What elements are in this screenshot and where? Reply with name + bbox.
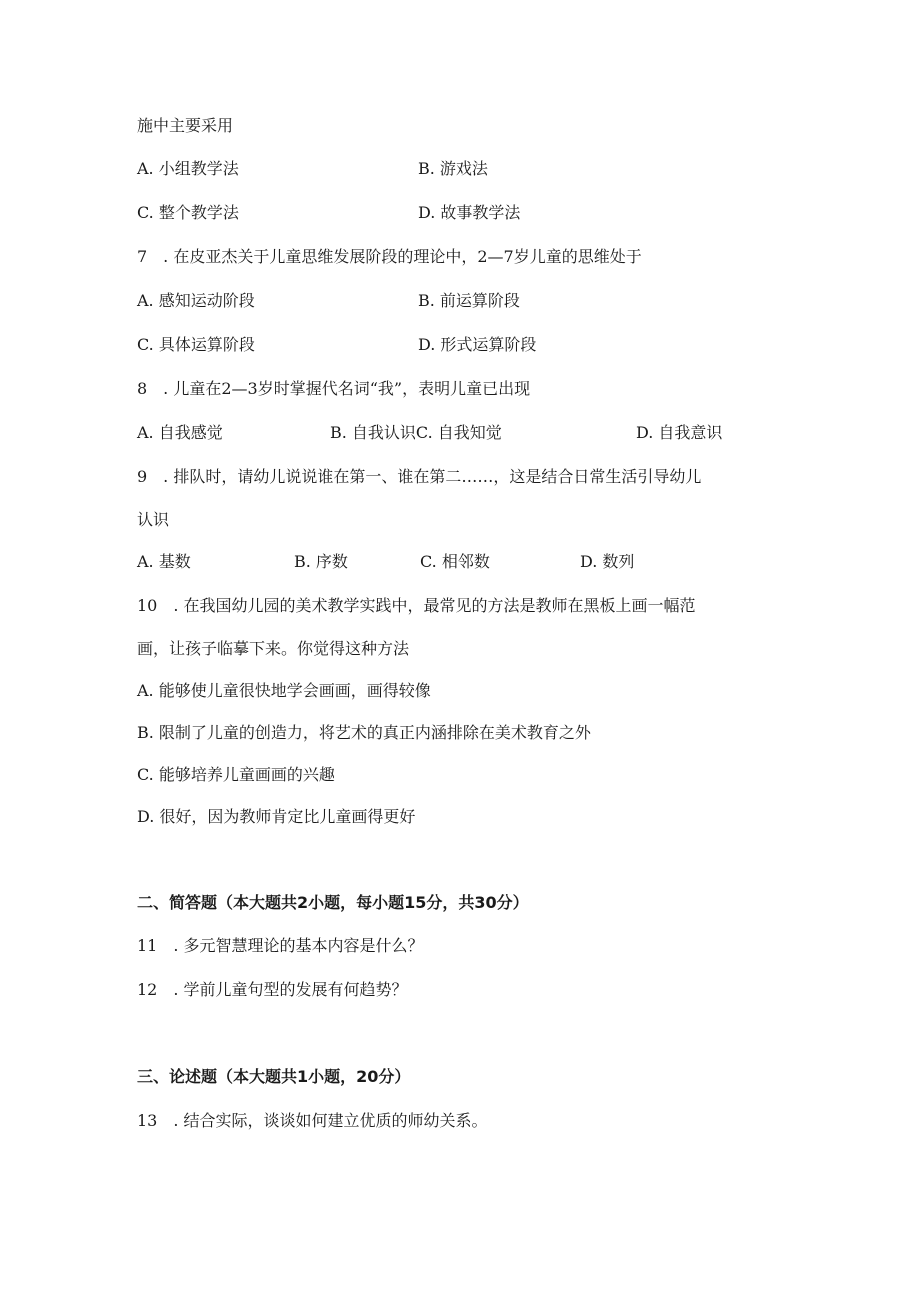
question-13: 13 . 结合实际，谈谈如何建立优质的师幼关系。 — [137, 1111, 488, 1130]
q7-option-a: A. 感知运动阶段 — [137, 291, 255, 310]
q9-option-b: B. 序数 — [294, 552, 348, 571]
q7-option-c: C. 具体运算阶段 — [137, 335, 255, 354]
q10-option-d: D. 很好，因为教师肯定比儿童画得更好 — [137, 807, 416, 826]
question-6-tail: 施中主要采用 — [137, 116, 234, 135]
question-10-line2: 画，让孩子临摹下来。你觉得这种方法 — [137, 639, 410, 658]
question-9-line2: 认识 — [137, 510, 170, 529]
q7-option-d: D. 形式运算阶段 — [418, 335, 537, 354]
q6-option-b: B. 游戏法 — [418, 159, 488, 178]
section-2-heading: 二、简答题（本大题共2小题，每小题15分，共30分） — [137, 893, 529, 912]
q8-option-d: D. 自我意识 — [636, 423, 723, 442]
question-7: 7 . 在皮亚杰关于儿童思维发展阶段的理论中，2—7岁儿童的思维处于 — [137, 247, 642, 266]
q6-option-d: D. 故事教学法 — [418, 203, 521, 222]
question-8: 8 . 儿童在2—3岁时掌握代名词“我”，表明儿童已出现 — [137, 379, 531, 398]
q7-option-b: B. 前运算阶段 — [418, 291, 520, 310]
question-9-line1: 9 . 排队时，请幼儿说说谁在第一、谁在第二……，这是结合日常生活引导幼儿 — [137, 467, 702, 486]
q6-option-a: A. 小组教学法 — [137, 159, 239, 178]
question-11: 11 . 多元智慧理论的基本内容是什么？ — [137, 936, 424, 955]
q8-option-a: A. 自我感觉 — [137, 423, 223, 442]
q10-option-b: B. 限制了儿童的创造力，将艺术的真正内涵排除在美术教育之外 — [137, 723, 591, 742]
q9-option-d: D. 数列 — [580, 552, 635, 571]
section-3-heading: 三、论述题（本大题共1小题，20分） — [137, 1067, 411, 1086]
q10-option-a: A. 能够使儿童很快地学会画画，画得较像 — [137, 681, 431, 700]
q8-option-bc: B. 自我认识C. 自我知觉 — [330, 423, 502, 442]
q10-option-c: C. 能够培养儿童画画的兴趣 — [137, 765, 335, 784]
q9-option-a: A. 基数 — [137, 552, 191, 571]
question-10-line1: 10 . 在我国幼儿园的美术教学实践中，最常见的方法是教师在黑板上画一幅范 — [137, 596, 696, 615]
question-12: 12 . 学前儿童句型的发展有何趋势？ — [137, 980, 408, 999]
q9-option-c: C. 相邻数 — [420, 552, 490, 571]
q6-option-c: C. 整个教学法 — [137, 203, 239, 222]
